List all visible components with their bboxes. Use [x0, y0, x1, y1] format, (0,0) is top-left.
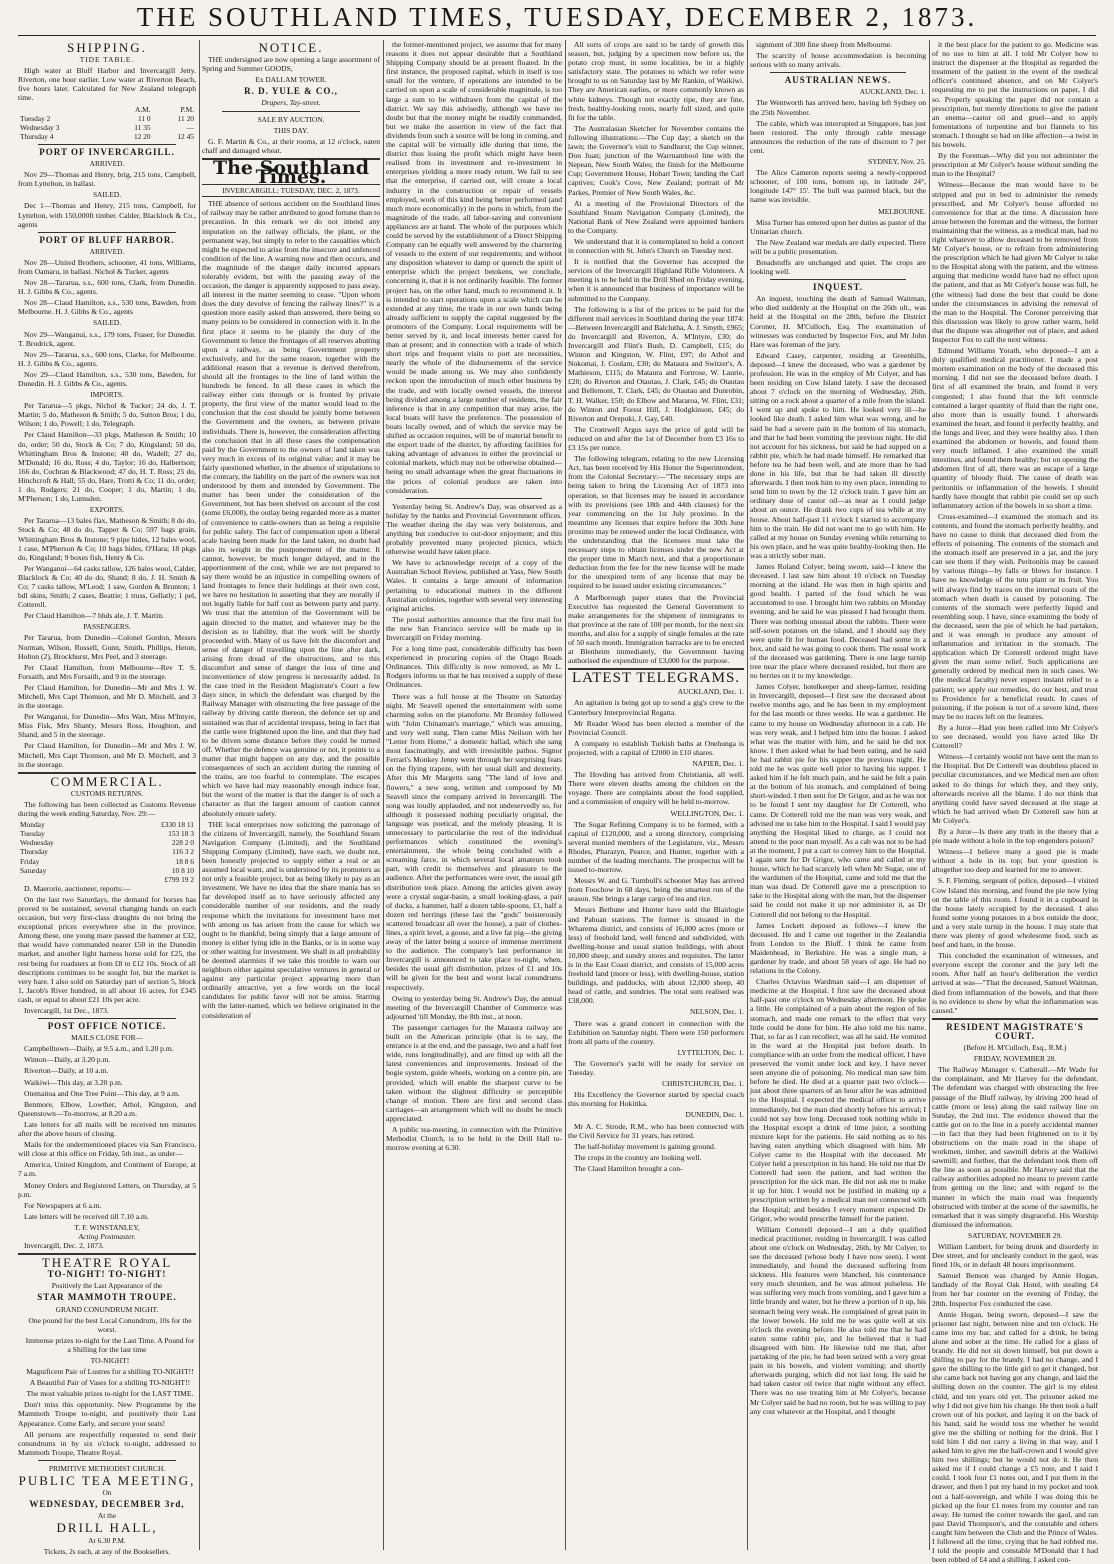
paragraph: All sorts of crops are said to be tardy of growth this season, but, judging by a specimen now before us, the potato crop must, in some localities, be in a highly satisfactory state. The potatoes to which we refer were brought to us on Saturday last by Mr Rankin, of Waikiwi. They are American earlies, or more commonly known as white kidneys. Though not exactly ripe, they are fine, fresh, healthy-looking roots, nearly full sized, and quite fit for the table.: [568, 40, 744, 122]
paragraph: The Cromwell Argus says the price of gold will be reduced on and after the 1st of December from £3 16s to £3 15s per ounce.: [568, 424, 744, 453]
paragraph: At a meeting of the Provisional Directors of the Southland Steam Navigation Company (Limited), the National Bank of New Zealand were appointed bankers to the Company.: [568, 198, 744, 235]
subheading: FRIDAY, NOVEMBER 28.: [973, 1054, 1057, 1064]
paragraph: signment of 300 fine sheep from Melbourne.: [756, 40, 893, 49]
paragraph: A Beautiful Pair of Vases for a shilling TO-NIGHT!!: [29, 1378, 191, 1388]
dateline: CHRISTCHURCH, Dec. 1.: [662, 1079, 744, 1089]
editorial-paragraph: THE absence of serious accident on the Southland lines of railway may be rather attributed to good fortune than to precaution. In this remark we do not intend any imputation on the railway officials, the plant, or the permanent way, but simply to refer to the casualties which might be expected to arise from the insecure and unfenced condition of the line. A warning now and then occurs, and the magnitude of the danger daily incurred appears tolerably evident, but with the passing away of the occasion, the danger is apparently supposed to pass away, all interest in the matter seeming to cease. "Upon whom does the duty devolve of fencing the railway lines?" is a question more easily asked than answered, there being so many points to be considered in connection with it. In the first place it seems to be plainly the duty of the Government to fence the frontages of all reserves abutting upon a railway, as being Government property exclusively, and for the same reason, together with the additional reason that a revenue is derived therefrom, should all the frontages to the line of land within the hundreds be fenced. In all these cases in which the railway either cuts through or is fronted by private property, the first view of the matter would lead to the conclusion that the cost should be jointly borne between the Government and the owners, as between private individuals. There is, however, the consideration affecting the conclusion that in all these cases the compensation paid by the Government to the owners of land taken was very much in excess of its original value; and it may be fairly questioned whether, in the absence of stipulations to the contrary, the liability on the part of the owners was not understood by them and intended by Government. The matter has been under the consideration of the Government, but has been shelved on account of the cost (some £6,000), the outlay being regarded more as a matter of convenience to cattle-owners than as being a requisite for public safety. The fact of compensation upon a liberal scale having been made for the land taken, no doubt had also its weight in the postponement of the matter. It cannot, however, be much longer delayed, and in the apportionment of the cost, while we are not prepared to say there would be an injustice in compelling owners of land frontages to fence their holdings at their own cost, we have no hesitation in asserting that they are morally if not legally liable for half cost as between party and party. We trust that the attention of the Government will be again directed to the matter, and whatever may be the decision as to liability, that the work will be shortly proceeded with. Many of us have felt the discomfort and sense of danger of travelling upon the line after dark, arising from dread of the obstructions, and to this discomfort and sense of danger the loss of time and inconvenience of slow progress is necessarily added. In the case tried in the Resident Magistrate's Court a few days since, in which the defendant was charged by the Railway Manager with obstructing the free passage of the railway by driving cattle thereon, the defence set up and sustained was that of accidental trespass, being in fact that the cattle were frightened upon the line, and that they had to be driven some distance before they could be turned off. Whether the defence was genuine or not, it points to a matter that might happen on any day, and the possible consequences of such an accident during the running of the trains, are too fearful to contemplate. The escapes which we have had may reasonably enough induce fear, but the worst of the matter is that the danger is of such a character as that the largest amount of caution cannot absolutely ensure safety.: [202, 199, 380, 818]
subheading: MAILS CLOSE FOR—: [71, 1033, 143, 1043]
table-cell: P.M.: [180, 104, 194, 114]
paragraph: Otemaitoa and One Tree Point—This day, at 9 a.m.: [24, 1088, 180, 1098]
paragraph: William Lambert, for being drunk and disorderly in Dee street, and for uncleanly conduct in the gaol, was fined 10s, or in default 48 hours imprisonment.: [932, 1242, 1098, 1270]
paragraph: Mr Reader Wood has been elected a member of the Provincial Council.: [568, 718, 744, 737]
dateline: NAPIER, Dec. 1.: [692, 759, 744, 769]
subheading: ARRIVED.: [89, 159, 125, 169]
tide-table: [18, 105, 196, 141]
paragraph: Per Wanganui—64 casks tallow, 126 bales wool, Calder, Blacklock & Co; 40 do do, Shand; 8 do, J. H. Smith & Co; 7 casks tallow, M'Leod; 1 saw, Gordon & Brunton; 1 bdl skins, Smith; 2 cases, Beattie; 1 truss, Gellatly; 1 pel, Cotterell.: [18, 563, 196, 610]
paragraph: The Governor's yacht will be ready for service on Tuesday.: [568, 1058, 744, 1078]
paragraph: Dec 1—Thomas and Henry, 215 tons, Campbell, for Lyttelton, with 150,000ft timber. Calder, Blacklock & Co., agents: [18, 201, 196, 229]
table-cell: 11 0: [137, 113, 151, 123]
paragraph: Per Tararua, from Dunedin—Colonel Gordon, Messrs Norman, Wilson, Russell, Gunn, Smith, Phillips, Heton, Holton (2), Brockhurst, Mrs Peel, and 3 steerage.: [18, 633, 196, 661]
paragraph: The Wentworth has arrived here, having left Sydney on the 25th November.: [750, 98, 926, 117]
theatre-title: THEATRE ROYAL: [41, 1255, 173, 1271]
subheading: EXPORTS.: [89, 505, 125, 515]
paragraph: The following telegram, relating to the new Licensing Act, has been received by His Honor the Superintendent, from the Colonial Secretary:—"The necessary steps are being taken to bring the Licensing Act of 1873 into operation, so that licenses may be issued in accordance with its provisions (see 18th and 44th clauses) for the year commencing on the 1st July proximo. In the meantime any licenses that expire before the 30th June proximo may be renewed under the local Ordinance, with the understanding that the licensees must take the necessary steps to obtain licenses under the new Act at the proper time in March next, and that a proportionate deduction from the fee for the new license will be made for the unexpired term of any license that may be required to be issued under existing circumstances.": [568, 454, 744, 591]
newspaper-title: The Southland Times.: [212, 156, 370, 189]
paragraph: Per Claud Hamilton, for Dunedin—Mr and Mrs J. W. Mitchell, Mrs Capt Thomson, and Mr D. Mitchell, and 3 in the steerage.: [18, 741, 196, 769]
section-heading: PORT OF BLUFF HARBOR.: [39, 234, 175, 245]
paragraph: Riverton—Daily, at 10 a.m.: [24, 1066, 109, 1076]
section-heading: PORT OF INVERCARGILL.: [39, 146, 175, 157]
paragraph: Charles Octavius Wardman said—I am dispenser of medicine at the Hospital. I first saw the deceased about half-past one o'clock on Wednesday afternoon. He spoke a little. He complained of a pain about the region of his stomach, and made one remark to the effect that very little could be done for him. He also told me his name. That, so far as I can recollect, was all he said. He vomited in the ward at the Hospital just before death. In compliance with an order from the medical officer, I have preserved the vomit under lock and key. I have never seen anyone die of poisoning. No medical man saw him before he died. He died at a quarter past two o'clock—just about three quarters of an hour after he was admitted to the Hospital. I expected the medical officer to arrive immediately, but the man died shortly before his arrival; I could not say how long. Deceased took nothing while in the Hospital except a drink of lime juice, a soothing mixture kept for the patients. He said nothing as to his having eaten anything which disagreed with him. Mr Colyer came to the Hospital with the deceased. Mr Colyer held a prescription in his hand. He told me that Dr Cotterell had seen the patient, and had written the prescription for the sick man. He did not ask me to make it up for him. I would not be justified in making up a prescription written by a medical man not connected with the Hospital; and besides I every moment expected Dr Grigor, who would prescribe himself for the patient.: [750, 977, 926, 1223]
paragraph: Per Claud Hamilton, from Melbourne—Rev T. S. Forsaith, and Mrs Forsaith, and 9 in the steerage.: [18, 662, 196, 681]
paragraph: Nov 28—Tararua, s.s., 600 tons, Clark, from Dunedin. H. J. Gibbs & Co., agents.: [18, 278, 196, 297]
table-cell: 228 2 0: [171, 838, 194, 848]
table-row: [18, 838, 196, 847]
paragraph: For a long time past, considerable difficulty has been experienced in procuring copies of the Otago Roads Ordinances. This difficulty is now removed, as Mr L. Rodgers informs us that he has received a supply of these Ordinances.: [386, 644, 562, 690]
paragraph: The following is a list of the prices to be paid for the different mail services in Southland during the year 1874:—Between Invercargill and Balclutha, A. J. Smyth, £965; do Invercargill and Riverton, A. M'Intyre, £30; do Invercargill and Flint's Bush, D. Campbell, £15; do Winton and Kingston, W. Flint, £97; do Athol and Nokomai, J. Coulam, £30; do Mataura and Switzer's, A. Mathieson, £115; do Mataura and Fortrose, W. Laurie, £20; do Riverton and Otautau, J. Clark, £45; do Otautau and Bellemont, T. Clark, £45; do Otautau and Dunrobin, T. H. Walker, £50; do Elbow and Mararoa, W. Flint, £31; do Winton and Forest Hill, J. Hodgkinson, £45; do Riverton and Orepuki, J. Gay, £40.: [568, 304, 744, 423]
column-1: [18, 40, 196, 1556]
dateline: WELLINGTON, Dec. 1.: [670, 808, 744, 818]
dateline: AUCKLAND, Dec. 1.: [859, 87, 926, 97]
paragraph: An agitation is being got up to send a gig's crew to the Canterbury Interprovincial Regatta.: [568, 698, 744, 717]
paragraph: it the best place for the patient to go. Medicine was of no use to him at all. I told Mr Colyer how to instruct the dispenser at the Hospital as regarded the treatment of the patient in the event of the medical officer's continued absence, and on Mr Colyer's requesting me to put the instructions on paper, I did so. Properly speaking the paper did not contain a prescription, but merely directions to give the patient an enema—castor oil and gruel—and to apply fomentations of turpentine and hot flannels to his stomach. I thought so bad on like affection—a twist in his bowels.: [932, 40, 1098, 150]
dateline: DUNEDIN, Dec. 1.: [685, 1110, 744, 1120]
section-heading: INQUEST.: [812, 282, 864, 293]
paragraph: All persons are respectfully requested to send their conundrums in by six o'clock to-night, addressed to Mammoth Troupe, Theatre Royal.: [18, 1429, 196, 1457]
paragraph: S. F. Fleming, sergeant of police, deposed—I visited Cow Island this morning, and found the pie now lying on the table of this room. I found it in a cupboard in the house lately occupied by the deceased. I also found some young potatoes in a box outside the door, and a very stale turnip in the house. I may state that there was plenty of good wholesome food, such as beef and ham, in the house.: [932, 876, 1098, 950]
table-row: [18, 829, 196, 838]
table-cell: Wednesday: [20, 838, 54, 848]
paragraph: The Railway Manager v. Catherall.—Mr Wade for the complainant, and Mr Harvey for the defendant. The defendant was charged with obstructing the free passage of the Bluff railway, by driving 200 head of cattle (more or less) along the said railway line on Sunday, the 2nd inst. The evidence showed that the cattle got on to the line in a purely accidental manner—in fact that they had been frightened on to it by obstructions on the main road in the shape of workmen, timber, and sawmill debris at the Waikiwi sawmill; and further, that the defendant took them off the line as soon as possible. Mr Harvey said that the railway authorities adopted no means to prevent cattle from getting on the line; and with regard to the manner in which the main road was frequently obstructed with timber at the scene of the sawmills, he remarked that it was simply disgraceful. His Worship dismissed the information.: [932, 1065, 1098, 1229]
signature-title: Acting Postmaster.: [78, 1231, 136, 1241]
firm-address: Drapers, Tay-street.: [261, 98, 321, 108]
table-cell: [18, 875, 108, 884]
subheading: SAILED.: [92, 318, 122, 328]
paragraph: Nov 29—Tararua, s.s., 600 tons, Clarke, for Melbourne. H. J. Gibbs & Co., agents.: [18, 349, 196, 368]
paragraph: The Australasian Sketcher for November contains the following illustrations:—The Cup day; a sketch on the lawn; the Governor's visit to Sandhurst; the Cup winner, Don Juan; junction of the Warrnambool line with the Nepean, New South Wales; the finish for the Melbourne Cup; Government House, Hobart Town; landing the Carl captives; Cook's Cove, New Zealand; portrait of Mr Parkes, Premier of New South Wales, &c.: [568, 123, 744, 197]
tide-intro: High water at Bluff Harbor and Invercargill Jetty. Riverton, one hour earlier. Low water at Riverton Beach, five hours later. Calculated for New Zealand telegraph time.: [18, 66, 196, 103]
paragraph: Messrs Bethune and Hunter have sold the Blairlogie and Pahuan stations. The former is situated in the Wharema district, and consists of 16,000 acres (more or less) of freehold land, well fenced and subdivided, with dwelling-house and usual station buildings, with about 10,000 sheep, and sundry stores and requisites. The latter is in the East Coast district, and consists of 15,000 acres freehold land (more or less), with dwelling-house, station buildings, and paddocks, with about 12,000 sheep, 40 head of cattle, and sundries. The total sum realised was £38,000.: [568, 905, 744, 1006]
table-cell: Saturday: [20, 865, 47, 875]
paragraph: We have to acknowledge receipt of a copy of the Australian School Review, published at Yass, New South Wales. It contains a large amount of information pertaining to educational matters in the different Australian colonies, together with several very interesting original articles.: [386, 558, 562, 613]
subheading: On: [102, 1488, 112, 1498]
subheading: Ex DALLAM TOWER.: [255, 75, 327, 85]
subheading: SAILED.: [92, 190, 122, 200]
table-cell: Monday: [20, 820, 45, 830]
paragraph: Per Claud Hamilton—7 hhds ale, J. T. Martin.: [24, 611, 164, 621]
customs-table: [18, 820, 196, 884]
paragraph: Yesterday being St. Andrew's Day, was observed as a holiday by the banks and Provincial Government offices. The weather during the day was very boisterous, and anything but conducive to out-door enjoyment; and this probably prevented many projected picnics, which otherwise would have taken place.: [386, 501, 562, 557]
table-row: [18, 114, 196, 123]
paragraph: Per Claud Hamilton—33 pkgs, Matheson & Smith; 10 do, order; 50 do, Stock & Co; 7 do, Kingsland; 50 do, Whittingham Bros & Instone; 40 do, Wadell; 27 do, M'Donald; 16 do, Ross; 4 do, Taylor; 16 do, Halbertson; 166 do, Cochran & Blackwood; 47 do, H. T. Ross; 25 do, Hinchcroft & Hall; 55 do, Hare, Trotti & Co; 11 do, order; 1 do, Rodgers; 21 do, Cooper; 1 do, Martin; 1 do, M'Pherson; 1 do, Lumsden.: [18, 430, 196, 504]
table-row: [18, 857, 196, 866]
paragraph: There was a grand concert in connection with the Exhibition on Saturday night. There were 150 performers from all parts of the country.: [568, 1018, 744, 1046]
table-cell: Thursday 4: [20, 131, 54, 141]
table-cell: Wednesday 3: [20, 122, 60, 132]
column-rule: [199, 40, 200, 1550]
subheading: At the: [97, 1511, 117, 1521]
table-cell: 11 35: [134, 122, 151, 132]
paragraph: A Marlborough paper states that the Provincial Executive has requested the General Government to make arrangements for the shipment of immigrants to that province at the rate of 100 per month, for the next six months, and also for a supply of single females at the rate of 50 each month. Immigration barracks are to be erected at Blenheim immediately, the Government having authorised the expenditure of £3,000 for the purpose.: [568, 592, 744, 666]
paragraph: Annie Hogan, being sworn, deposed—I saw the prisoner last night, between nine and ten o'clock. He came into my bar, and called for a drink, he being alone and sober at the time. He called for a glass of brandy. He did not sit down himself, but put down a shilling to pay for the brandy. I had no change, and I gave the shilling to the little girl to get it changed, but she came back not having got any change, and laid the shilling down on the counter. The girl is my eldest child, and ten years old yet. The prisoner asked me why I did not give him his change. He then took a half crown out of his pocket, and laying it on the back of his hand, said he would toss me whether he would give me the shilling or nothing for the drink. But I told him I did not carry a living in that way, and I asked him to give me the half-crown and I would give him two shillings; but he would not do it. He then asked me if I could change a £5 note, and I said I could. I took four £1 notes out, and I put them in the drawer, and then I put my hand in my pocket and took out a half-sovereign, and while I was doing this he picked up the four £1 notes from my counter and ran away. He turned the corner towards the gaol, and ran past David Thompson's, and the constable and others caught him between the Club and the Prince of Wales. I followed all the time, crying that he had robbed me. I told the people and constable M'Donald that I had been robbed of £4 and a shilling. I asked con-: [932, 1309, 1098, 1564]
paragraph: Samuel Benson was charged by Annie Hogan, landlady of the Royal Oak Hotel, with stealing £4 from her bar counter on the evening of Friday, the 28th. Inspector Fox conducted the case.: [932, 1271, 1098, 1308]
table-cell: Thursday: [20, 847, 48, 857]
paragraph: Winton—Daily, at 3.20 p.m.: [24, 1055, 111, 1065]
firm-name: R. D. YULE & CO.,: [244, 86, 338, 97]
paragraph: Owing to yesterday being St. Andrew's Day, the annual meeting of the Invercargill Chamber of Commerce was adjourned 'till Monday, the 8th inst., at noon.: [386, 993, 562, 1021]
table-row: [18, 866, 196, 875]
paragraph: TO-NIGHT!: [90, 1356, 130, 1365]
subheading: PRIMITIVE METHODIST CHURCH.: [48, 1463, 166, 1473]
signature: T. F. WINSTANLEY,: [74, 1222, 140, 1232]
column-rule: [929, 40, 930, 1550]
dateline: NELSON, Dec. 1.: [690, 1007, 744, 1017]
column-6: [932, 40, 1098, 1564]
paragraph: By a Juror—Had you been called into Mr Colyer's to see deceased, would you have acted like Dr Cotterell?: [932, 722, 1098, 751]
table-cell: Friday: [20, 856, 40, 866]
paragraph: A company to establish Turkish baths at Onehunga is projected, with a capital of £2000 in £10 shares.: [568, 738, 744, 757]
table-cell: 11 20: [177, 113, 194, 123]
paragraph: The crops in the country are looking well.: [574, 1152, 702, 1162]
paragraph: His Excellency the Governor started by special coach this morning for Hokitika.: [568, 1090, 744, 1109]
table-row: [18, 132, 196, 141]
paragraph: Waikiwi—This day, at 3.20 p.m.: [24, 1077, 123, 1087]
paragraph: This concluded the examination of witnesses, and everyone except the coroner and the jury left the room. After half an hour's deliberation the verdict arrived at was—"That the deceased, Samuel Waitman, died from inflammation of the bowels, and that there is no evidence to show by what the inflammation was caused.": [932, 951, 1098, 1015]
table-cell: Tuesday: [20, 829, 45, 839]
paragraph: Edmund Williams Yorath, who deposed—I am a duly qualified medical practitioner. I made a post mortem examination on the body of the deceased this morning. I did not see the deceased before death. I first of all examined the brain, and found it very congested; I also found that the left ventricle contained a larger quantity of fluid than the right one, also more than is usually found. I afterwards examined the heart, and found it perfectly healthy, and the lungs and liver, and they were healthy also. I then examined the abdomen or bowels, and found them very much inflamed. I also examined the small intestines, and found them healthy; but on opening the abdomen first of all, there was an escape of a large quantity of bloody fluid. The cause of death was peritonitis or inflammation of the bowels. I should hardly have thought that rabbit pie could set up such inflammatory action of the bowels in so short a time.: [932, 346, 1098, 510]
paragraph: America, United Kingdom, and Continent of Europe, at 7 a.m.: [18, 1160, 196, 1179]
column-3: [386, 40, 562, 1550]
commercial-title: COMMERCIAL.: [50, 773, 164, 789]
tonight-banner: TO-NIGHT! TO-NIGHT!: [47, 1269, 167, 1280]
troupe-name: STAR MAMMOTH TROUPE.: [37, 1292, 177, 1303]
table-cell: 12 20: [133, 131, 151, 141]
paragraph: Edward Casey, carpenter, residing at Greenhills, deposed—I knew the deceased, who was a gardener by profession. He was in the employ of Mr Colyer, and has been residing on Cow Island lately. I saw the deceased about 7 o'clock on the morning of Wednesday, 26th, sitting on a rock about a quarter of a mile from the island. I went up and spoke to him. He looked very ill—he looked like death. I asked him what was wrong, and he said he had a severe pain in the bottom of his stomach, and that he had been vomiting the previous night. He did not account for his sickness, but said he had supped on a rabbit pie, which he had made himself. He remarked that before tea he had been well, and ate more than he had done in his life, but that he had taken ill directly afterwards. I then took him to my own place, intending to send him to town by the 12 o'clock train. I gave him an ordinary dose of castor oil—as near as I could judge about an ounce. He drank two cups of tea while at my house. About half-past 11 o'clock I started to accompany him to the train. He did not want me to go with him. He called at my house on Sunday evening while returning to his own place, and he was quite healthy-looking then. He was a strictly sober man.: [750, 350, 926, 560]
paragraph: Late letters will be received till 7.10 a.m.: [24, 1211, 149, 1221]
subheading: Positively the Last Appearance of the: [51, 1281, 163, 1291]
subheading: CUSTOMS RETURNS.: [70, 788, 144, 798]
paragraph: Miss Turner has entered upon her duties as pastor of the Unitarian church.: [750, 217, 926, 236]
paragraph: Witness—Because the man would have to be stripped and put in bed to administer the remedy prescribed, and Mr Colyer's house afforded no convenience for that at the time. A discussion here arose between the foreman and the witness, the former maintaining that the witness, as a medical man, had no right whatever to allow deceased to be removed from Mr Colyer's house, or to refrain from administering the prescription which he had given Mr Colyer to take to the Hospital along with the patient, and the witness arguing that medicine would have had no effect upon the patient, and that as Mr Colyer's house was full, he (the witness) had done the best that could be done under the circumstances in advising the removal of the man to the Hospital. The Coroner perceiving that this discussion was likely to grow rather warm, held that the dispute was altogether out of place, and asked Inspector Fox to call the next witness.: [932, 180, 1098, 344]
paragraph: Witness—I believe many a good pie is made without a hole in its top; but your question is altogether too deep and learned for me to answer.: [932, 847, 1098, 875]
subheading: Tickets, 2s each, at any of the Booksellers.: [43, 1546, 171, 1556]
paragraph: Benmore, Elbow, Lowther, Athol, Kingston, and Queenstown—To-morrow, at 8.20 a.m.: [18, 1099, 196, 1118]
paragraph: By the Foreman—Why did you not administer the prescription at Mr Colyer's house without sending the man to the Hospital?: [932, 151, 1098, 179]
subheading: At 6.30 P.M.: [88, 1535, 126, 1545]
editorial-paragraph: the former-mentioned project, we assume that for many reasons it does not appear desirable that a Southland Shipping Company should be at present floated. In the first instance, the proposed capital, which in itself is too small for the venture, if operations are intended to be carried on upon a scale of considerable magnitude, is too large a sum to be withdrawn from the capital of the district. We say this advisedly, although we have no doubt but that the money might be readily commanded, but we make the assertion in view of the fact that dividends from such a source will be long in coming, and the capital will be virtually idle during that time, the district thus losing the profit which might have been realised from its investment and re-investment in enterprises yielding a more ready return. We fail to see that the enterprise, if carried out, will create a local industry in the construction or repair of vessels employed, work of this kind being better performed (and much more economically) in the ports in which, from the magnitude of the trade, all labor-saving and convenient appliances are at hand. The whole of the purposes which could be served by the establishment of a Direct Shipping Company can be equally well answered by the chartering of vessels to the extent of our requirements; and without any disposition whatever to damp or quench the spirit of enterprise which the project betokens, we conclude, concerning it, that it is not ordinarily feasible. The former project has, on the other hand, much to recommend it. It is intended to start operations upon a scale which can be extended at any time, the trade in our own hands being already sufficient to supply the capital suggested by the promoters of the Company. Local requirements will be better served by it, and local interests better cared for than at present; and in connection with a trade of which short trips and frequent visits to port are necessities, nearly the whole of the disbursements of the service would be made among us. We may also confidently reckon upon the introduction of much other business by the trade, and with locally owned vessels, the interest being divided among a large number of residents, the fair inference is that in any competition that may arise, the local boats will have the preference. The possession of boats locally owned, and of which the service may be shifted as occasion requires, will be of material benefit to the export trade of the district, by affording facilities for taking advantage of advances in either the provincial or colonial markets, which may not be otherwise obtained—being no small advantage when the great fluctuations in the prices of colonial produce are taken into consideration.: [386, 40, 562, 495]
paragraph: Messrs W. and G. Turnbull's schooner May has arrived from Foochow in 68 days, being the smartest run of the season. She brings a large cargo of tea and rice.: [568, 876, 744, 904]
paragraph: Immense prizes to-night for the Last Time. A Pound for a Shilling for the last time: [25, 1335, 195, 1354]
paragraph: The Claud Hamilton brought a con-: [574, 1163, 683, 1173]
section-heading: POST OFFICE NOTICE.: [47, 1021, 167, 1032]
table-cell: 18 8 6: [175, 856, 194, 866]
paragraph: Per Tararua—5 pkgs, Nichol & Tucker; 24 do, J. T. Martin; 5 do, Matheson & Smith; 5 do, Sutton Bros; 1 do, Wilson; 1 do, Powell; 1 do, Telegraph.: [18, 401, 196, 429]
column-rule: [383, 40, 384, 1550]
table-row: [18, 123, 196, 132]
table-cell: £330 18 11: [161, 820, 194, 830]
table-row: [18, 820, 196, 829]
column-5: [750, 40, 926, 1550]
paragraph: Mr A. C. Strode, R.M., who has been connected with the Civil Service for 31 years, has retired.: [568, 1121, 744, 1140]
shipping-title: SHIPPING.: [67, 40, 147, 55]
table-cell: 153 18 3: [168, 829, 194, 839]
paragraph: Nov 29—Wanganui, s.s., 179 tons, Fraser, for Dunedin. T. Brodrick, agent.: [18, 329, 196, 348]
paragraph: Don't miss this opportunity. New Programme by the Mammoth Troupe to-night, and positively their Last Appearance. Come Early, and secure your seats!: [18, 1400, 196, 1428]
paragraph: Per Tararua—13 bales flax, Matheson & Smith; 8 do do, Stock & Co; 48 do do, Tapper & Co; 597 bags grain, Whittingham Bros & Instone; 9 pipe hides, 12 bales wool, 1 case, M'Pherson & Co; 10 bags hides, O'Hara; 18 pkgs do, Kingsland; 9 boxes fish, Henry & Co.: [18, 516, 196, 562]
paragraph: An inquest, touching the death of Samuel Waitman, who died suddenly at the Hospital on the 26th ult., was held at the Hospital on the 28th, before the District Coroner, H. M'Culloch, Esq. The examination of witnesses was conducted by Inspector Fox, and Mr John Hare was foreman of the jury.: [750, 294, 926, 349]
subheading: SATURDAY, NOVEMBER 29.: [967, 1230, 1063, 1240]
subheading: WEDNESDAY, DECEMBER 3rd,: [29, 1499, 185, 1510]
subheading: THIS DAY.: [273, 125, 309, 135]
table-cell: 12 45: [177, 131, 194, 141]
column-rule: [565, 40, 566, 1550]
dateline: INVERCARGILL: TUESDAY, DEC. 2, 1873.: [202, 184, 380, 197]
paragraph: Per Claud Hamilton, for Dunedin—Mr and Mrs J. W. Mitchell, Mrs Capt Thomson, and Mr D. Mitchell, and 3 in the steerage.: [18, 682, 196, 711]
table-cell: 10 8 10: [171, 865, 194, 875]
paragraph: Invercargill, Dec. 2, 1873.: [24, 1241, 104, 1251]
paragraph: The cable, which was interrupted at Singapore, has just been restored. The only through cable message announces the reduction of the rate of discount to 7 per cent.: [750, 118, 926, 155]
paragraph: James Roland Colyer, being sworn, said—I knew the deceased. I last saw him about 10 o'clock on Tuesday morning at the island. He was then in high spirits and good health. I parted of the food which he was accustomed to use. I brought him two rabbits on Monday evening, and he said he was pleased I had brought them. There was nothing unusual about the rabbits. There were self-sown potatoes on the island, and I should say they were quite fit for human food. Deceased had some in a box, and said he was going to cook them. The usual work of the deceased was gardening. There is one large turnip tree near the place where deceased resided, but there are no berries on it to my knowledge.: [750, 561, 926, 681]
paragraph: Campbelltown—Daily, at 9.5 a.m., and 1.20 p.m.: [24, 1044, 174, 1054]
paragraph: The Hovding has arrived from Christiania, all well. There were eleven deaths among the children on the voyage. There are complaints about the food supplied, and a commission of enquiry will be held to-morrow.: [568, 770, 744, 807]
table-row: [18, 847, 196, 856]
paragraph: Invercargill, 1st Dec., 1873.: [24, 1006, 109, 1015]
paragraph: A public tea-meeting, in connection with the Primitive Methodist Church, is to be held in the Drill Hall to-morrow evening at 6.30.: [386, 1124, 562, 1153]
paragraph: James Lockett deposed as follows—I knew the deceased. He and I came out together in the Zealandia from London to the Bluff. I think he came from Maidenhead, in Berkshire. He was a single man, a gardener by trade, and about 58 years of age. He had no relations in the Colony.: [750, 920, 926, 976]
paragraph: Nov 29—Thomas and Henry, brig, 215 tons, Campbell, from Lyttelton, in ballast.: [18, 170, 196, 189]
paragraph: Nov 29—Claud Hamilton, s.s., 530 tons, Bawden, for Dunedin. H. J. Gibbs & Co., agents.: [18, 369, 196, 388]
table-cell: 116 3 2: [172, 847, 194, 857]
subheading: SALE BY AUCTION.: [257, 114, 325, 124]
subheading: GRAND CONUNDRUM NIGHT.: [55, 1304, 159, 1314]
paragraph: The Alice Cameron reports seeing a newly-coppered schooner, of 100 tons, bottom up, in latitude 24°, longitude 147° 15'. The hull was painted black, but the name was invisible.: [750, 168, 926, 205]
paragraph: Money Orders and Registered Letters, on Thursday, at 5 p.m.: [18, 1180, 196, 1199]
dateline: LYTTELTON, Dec. 1.: [677, 1047, 744, 1057]
table-cell: Tuesday 2: [20, 113, 51, 123]
dateline: MELBOURNE.: [878, 206, 926, 216]
table-row: [18, 875, 196, 884]
table-cell: [18, 105, 109, 114]
editorial-paragraph: THE local enterprises now soliciting the patronage of the citizens of Invercargill, namely, the Southland Steam Navigation Company (Limited), and the Southland Shipping Company (Limited), have each, we doubt not, been honestly projected to supply either a real or an assumed local want, and is understood by its promoters as not only a feasible project, but as being likely to pay as an investment. We have no idea that the share mania has so far developed itself as to have seriously affected any considerable number of our residents, and the ready response which the invitations for investment have met with among us has arisen from the cause for which we ought to be thankful, being simply that a large amount of money is either lying idle in the Banks, or is in some way or other waiting for investment. We shall in all probability be deemed alarmists if we take this trouble to warn our neighbors either against speculative ventures in general or against any particular project appearing more than ordinarily attractive, yet a few words on the local candidates for public favor will not be amiss. Starting with the latter-named, which we believe originated in the consideration of: [202, 819, 380, 1020]
tea-meeting-title: PUBLIC TEA MEETING,: [18, 1473, 196, 1489]
table-cell: £799 19 2: [164, 874, 194, 884]
paragraph: James Colyer, hotelkeeper and sheep-farmer, residing in Invercargill, deposed—I first saw the deceased about twelve months ago, and he has been in my employment for the last month or three weeks. He was a gardener. He came to my house on Wednesday afternoon in a cab. He was very weak, and I helped him into the house. I asked what was the matter with him, and he said he did not know. I then asked what he had been eating, and he said he had rabbit pie for his supper the previous night. He told me he was quite well prior to having his supper. I asked him if he felt much pain, and he said he felt a pain at the bottom of his stomach, and complained of being short-winded. I then sent for Dr Grigor, and as he was not to be found I sent my daughter for Dr Cotterell, who came. Dr Cotterell told me the man was very weak, and advised me to take him to the Hospital. I said I would pay anything the Hospital liked to charge, as I could not attend to the poor man myself. As a cab was not to be had at the moment, I put a cart to convey him to the Hospital. I again sent for Dr Grigor, who came and called at my house, which he had scarcely left when Mr Sugar, one of the wardsmen of the Hospital, came and told me that the man was dead. Dr Cotterell gave me a prescription to take to the Hospital along with the man, but the dispenser said he could not make it up nor administer it, as Dr Cotterell did not belong to the Hospital.: [750, 682, 926, 919]
paragraph: The half-holiday movement is gaining ground.: [574, 1141, 716, 1151]
subheading: IMPORTS.: [90, 390, 124, 400]
dateline: SYDNEY, Nov. 25.: [868, 157, 926, 167]
paragraph: Nov 28—Claud Hamilton, s.s., 530 tons, Bawden, from Melbourne. H. J. Gibbs & Co., agents: [18, 298, 196, 317]
paragraph: Late letters for all mails will be received ten minutes after the above hours of closing.: [18, 1119, 196, 1139]
masthead: THE SOUTHLAND TIMES, TUESDAY, DECEMBER 2, 1873.: [136, 2, 978, 32]
paragraph: THE undersigned are now opening a large assortment of Spring and Summer GOODS,: [202, 55, 380, 74]
notice-title: NOTICE.: [258, 40, 324, 55]
paragraph: The most valuable prizes to-night for the LAST TIME.: [26, 1389, 194, 1399]
subheading: PASSENGERS.: [83, 622, 131, 632]
paragraph: Magnificent Pair of Lustres for a shilling TO-NIGHT!!: [26, 1367, 194, 1377]
masthead-rule: [18, 35, 1096, 36]
paragraph: There was a full house at the Theatre on Saturday night. Mr Seavell opened the entertainment with some charming solos on the pianoforte. Mr Bromley followed with "John Chinaman's marriage," which was amusing, and very well sung. Then came Miss Neilson with her "Letter from Home," a domestic ballad, which she sang most fascinatingly, and with irresistible pathos. Signor Ferrari's Monkey Jenny went through her surprising feats on the flying trapeze, with her usual skill and dexterity. After this Mr Margetts sang "The land of love and flowers," a new song, written and composed by Mr Seavell since the company arrived in Invercargill. The song was loudly applauded, and not undeservedly so, for although it possessed nothing peculiarly original, the language was poetical, and the melody pleasing. It is unnecessary to particularise the rest of the individual performances which constituted the evening's entertainment, the whole being concluded with a screaming farce, in which several local amateurs took part, with credit to themselves and pleasure to the audience. After the performances were over, the usual gift distribution took place. Among the articles given away were a crystal sugar-basin, a small looking-glass, a pair of ducks, a hammer, half a dozen table-spoons, £1, half a dozen red herrings (these last the "gods" boisterously scattered broadcast all over the house), a pair of clothes-lines, a spirit level, a goose, and a live fat pig—the giving away of the latter being a source of immense merriment to the audience. The company's last performance in Invercargill is announced to take place to-night, when, besides the usual gift distribution, prizes of £1 and 10s will be given for the best and worst local conundrums respectively.: [386, 691, 562, 992]
paragraph: William Cotterell deposed—I am a duly qualified medical practitioner, residing in Invercargill. I was called about one o'clock on Wednesday, 26th, by Mr Colyer, to see the deceased (whose body I have now seen). I went immediately, and found the deceased suffering from sickness. His features were blanched, his countenance very much shrunken, and he was almost pulseless. He was suffering very much from vomiting, and I gave him a little brandy and water, but he threw a portion of it up, his stomach being very weak. He complained of great pain in the lower bowels. He told me he was quite well at six o'clock the evening before. He also told me that he had eaten some rabbit pie, and he believed that it had disagreed with him. He likewise told me that, after partaking of the pie, he had been seized with a very great pain in his bowels, and violent vomiting; and shortly afterwards purging, which did not last long. He said he had taken castor oil twice that night without any effect. There was no use treating him at Mr Colyer's, because Mr Colyer said he had no room, but he was willing to pay any cost whatever at the Hospital, and I thought: [750, 1224, 926, 1416]
paragraph: Breadstuffs are unchanged and quiet. The crops are looking well.: [750, 257, 926, 277]
tide-title: TIDE TABLE.: [79, 55, 135, 65]
paragraph: The scarcity of house accommodation is becoming serious with so many arrivals.: [750, 51, 926, 70]
table-row: [18, 105, 196, 114]
paragraph: The following has been collected as Customs Revenue during the week ending Saturday, Nov. 29:—: [18, 799, 196, 819]
paragraph: For Newspapers at 6 a.m.: [24, 1200, 102, 1210]
paragraph: Cross-examined—I examined the stomach and its contents, and found the stomach perfectly healthy, and have no cause to think that deceased died from the effects of poisoning. The contents of the stomach and the stomach itself are preserved in a jar, and the jury can see them if they wish. Peritonitis may be caused by various things—by falls or blows for instance. I have no knowledge of the tutu plant or its fruit. You will always find by traces on the internal coats of the stomach when death is caused by poisoning. The contents of the stomach were perfectly liquid and resembling soup. I have, since examining the body of the deceased, seen the pie of which he had partaken, and it was enough to produce any amount of inflammation and irritation in the stomach. The application which Dr Cotterell ordered might have given the man some relief. Such applications are generally ordered by medical men in such cases. We (the medical faculty) never expect instant relief to a patient; we apply our remedies, do our best, and trust to Providence for a beneficial result. In cases of poisoning, if the poison is not of a severe kind, there may be no traces left on the features.: [932, 511, 1098, 721]
paragraph: The passenger carriages for the Mataura railway are built on the American principle (that is to say, the entrance is at the end, and the passage, two and a half feet wide, runs longitudinally), and are fitted up with all the latest conveniences and improvements. Instead of the bogie system, guide wheels, working on a centre pin, are provided, which will enable the sharpest curve to be taken without the slightest difficulty or perceptible change of motion. There are first and second class carriages—an arrangement which will no doubt be much appreciated.: [386, 1022, 562, 1123]
paragraph: Witness—I certainly would not have sent the man to the Hospital. But Dr Cotterell was doubtless placed in peculiar circumstances, and we Medical men are often asked to do things for which they, and they only, afterwards receive all the blame. I do not think that anything could have saved deceased at the stage at which he had arrived when Dr Cotterell saw him at Mr Colyer's.: [932, 752, 1098, 825]
paragraph: G. F. Martin & Co., at their rooms, at 12 o'clock, oaten chaff and damaged wheat.: [202, 136, 380, 155]
paragraph: The postal authorities announce that the first mail for the new San Francisco service will be made up in Invercargill on Friday morning.: [386, 614, 562, 642]
column-4: [568, 40, 744, 1550]
paragraph: One pound for the best Local Conundrum, 10s for the worst.: [28, 1315, 192, 1334]
paragraph: The New Zealand war medals are daily expected. There will be a public presentation.: [750, 237, 926, 256]
column-rule: [747, 40, 748, 1550]
subheading: ARRIVED.: [89, 246, 125, 256]
paragraph: Nov 28—United Brothers, schooner, 41 tons, Williams, from Oamaru, in ballast. Nichol & Tucker, agents: [18, 257, 196, 276]
paragraph: On the last two Saturdays, the demand for horses has proved to be sustained, several changing hands on each occasion, but very first-class draughts do not bring the exceptional prices everywhere else in the province. Among these, one young mare passed the hammer at £32, that would have commanded nearer £50 in the Dunedin market, and another light harness horse sold for £25, the rest being for roadsters at from £8 to £12 10s. Stock of all descriptions continues to be sought for, but the market is very bare. I also sold on Saturday part of section 5, block 1, Jacob's River hundred, in all about 16 acres, for £345 cash, or equal to about £21 10s per acre.: [18, 894, 196, 1004]
section-heading: RESIDENT MAGISTRATE'S COURT.: [946, 1021, 1084, 1041]
drill-hall: DRILL HALL,: [56, 1520, 158, 1536]
paragraph: It is notified that the Governor has accepted the services of the Invercargill Highland Rifle Volunteers. A meeting is to be held in the Drill Shed on Friday evening, when it is announced that business of importance will be submitted to the Company.: [568, 257, 744, 303]
paragraph: We understand that it is contemplated to hold a concert in connection with St. John's Church on Tuesday next.: [568, 236, 744, 256]
paragraph: The Sugar Refining Company is to be formed, with a capital of £120,000, and a strong directory, comprising several monied members of the Legislature, viz., Messrs Rhodes, Pharazyn, Pearce, and Hunter, together with a number of the leading merchants. The prospectus will be issued to-morrow.: [568, 819, 744, 875]
paragraph: D. Maerorie, auctioneer, reports:—: [24, 883, 131, 893]
section-heading: AUSTRALIAN NEWS.: [784, 75, 892, 86]
table-cell: A.M.: [135, 104, 151, 114]
dateline: AUCKLAND, Dec. 1.: [677, 687, 744, 697]
paragraph: Per Wanganui, for Dunedin—Mrs Watt, Miss M'Intyre, Miss Fisk, Mrs Shanty, Messrs Ross, Houghton, and Shand, and 5 in the steerage.: [18, 712, 196, 740]
table-cell: —: [186, 122, 194, 132]
paragraph: Mails for the undermentioned places via San Francisco, will close at this office on Friday, 5th inst., as under—: [18, 1140, 196, 1159]
column-2: [202, 40, 380, 1550]
telegrams-title: LATEST TELEGRAMS.: [571, 670, 741, 687]
paragraph: By a Juror—Is there any truth in the theory that a pie made without a hole in the top engenders poison?: [932, 826, 1098, 846]
subheading: (Before H. M'Culloch, Esq., R.M.): [963, 1043, 1067, 1053]
